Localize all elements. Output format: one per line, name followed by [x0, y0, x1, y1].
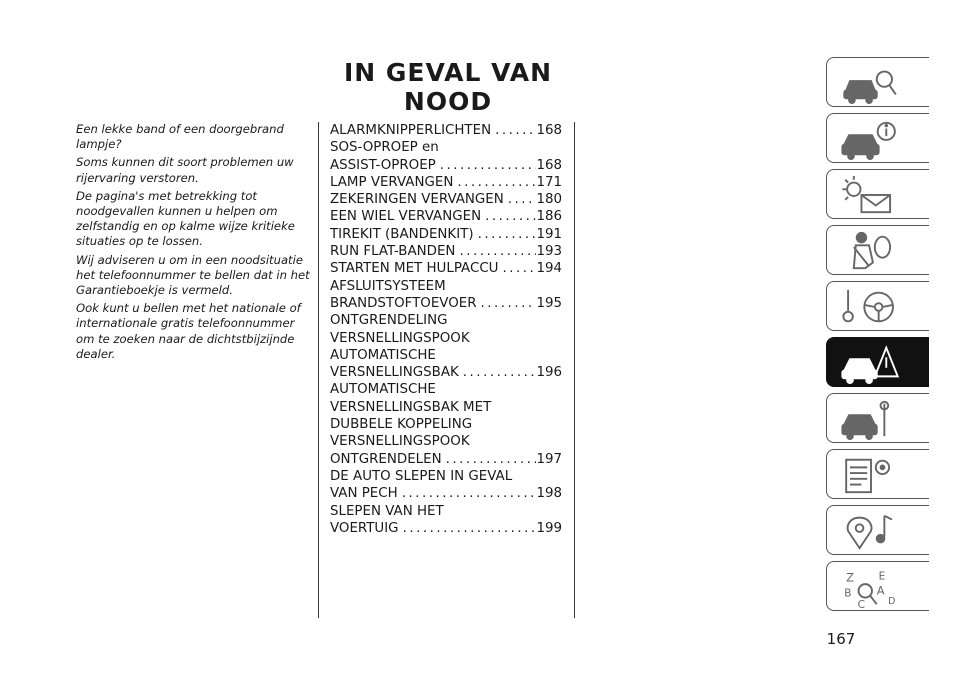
column-divider-right [574, 122, 575, 618]
toc-entry[interactable] [330, 312, 562, 381]
column-divider-left [318, 122, 319, 618]
toc-entry-label: VOERTUIG [330, 520, 399, 536]
car-tools-icon [839, 398, 903, 440]
toc-entry-label: ZEKERINGEN VERVANGEN [330, 192, 504, 208]
toc-leader-dots [455, 243, 536, 260]
toc-entry-page: 199 [536, 520, 562, 536]
toc-entry-line: ONTGRENDELING [330, 313, 448, 329]
intro-paragraph: De pagina's met betrekking tot noodgevallen kunnen u helpen om zelfstandig en op kalme wijze kritieke situaties op te lossen. [76, 188, 295, 249]
toc-entry-row [330, 226, 562, 243]
toc-entry-row [330, 157, 562, 174]
chapter-tab[interactable] [826, 449, 929, 499]
svg-text:E: E [878, 570, 886, 583]
toc-entry-row [330, 260, 562, 277]
location-music-icon [839, 510, 903, 552]
toc-entry-label: LAMP VERVANGEN [330, 174, 454, 190]
toc-leader-dots [436, 157, 537, 174]
toc-entry-row [330, 191, 562, 208]
chapter-tab[interactable] [826, 225, 929, 275]
toc-entry-label: RUN FLAT-BANDEN [330, 244, 456, 260]
toc-entry[interactable] [330, 468, 562, 503]
toc-entry-row [330, 122, 562, 139]
toc-entry-line: DE AUTO SLEPEN IN GEVAL [330, 468, 513, 484]
svg-text:C: C [857, 599, 865, 608]
toc-entry-label: VAN PECH [330, 486, 398, 502]
toc-entry[interactable] [330, 503, 562, 538]
toc-entry-page: 198 [536, 486, 562, 502]
toc-entry-page: 197 [536, 451, 562, 467]
toc-entry-label: VERSNELLINGSBAK [330, 365, 459, 381]
toc-entry[interactable] [330, 260, 562, 277]
toc-leader-dots [398, 485, 537, 502]
steering-wheel-key-icon [839, 286, 903, 328]
toc-entry-page: 180 [536, 192, 562, 208]
toc-leader-dots [477, 295, 537, 312]
chapter-tab[interactable] [826, 561, 929, 611]
toc-entry-line: VERSNELLINGSBAK MET [330, 399, 492, 415]
toc-entry-line: SOS-OPROEP en [330, 140, 439, 156]
toc-leader-dots [399, 520, 537, 537]
airbag-seatbelt-icon [839, 230, 903, 272]
toc-entry-page: 194 [536, 261, 562, 277]
toc-leader-dots [491, 122, 536, 139]
toc-leader-dots [453, 174, 536, 191]
chapter-tab[interactable] [826, 281, 929, 331]
svg-text:Z: Z [846, 570, 855, 585]
chapter-tab[interactable] [826, 169, 929, 219]
toc-entry-page: 168 [536, 123, 562, 138]
toc-entry-page: 168 [536, 157, 562, 173]
chapter-tab[interactable] [826, 113, 929, 163]
toc-leader-dots [442, 451, 537, 468]
toc-entry-row [330, 364, 562, 381]
toc-entry-line: DUBBELE KOPPELING [330, 417, 473, 433]
chapter-tab[interactable] [826, 337, 929, 387]
intro-paragraph: Soms kunnen dit soort problemen uw rijervaring verstoren. [76, 155, 294, 185]
toc-entry-page: 193 [536, 244, 562, 260]
toc-entry-row [330, 243, 562, 260]
toc-leader-dots [481, 208, 536, 225]
toc-entry-line: VERSNELLINGSPOOK [330, 330, 470, 346]
page-number: 167 [826, 630, 856, 648]
intro-paragraph: Ook kunt u bellen met het nationale of internationale gratis telefoonnummer om te zoeken naar de dichtstbijzijnde dealer. [76, 301, 301, 361]
toc-entry-label: BRANDSTOFTOEVOER [330, 295, 477, 311]
intro-text [76, 122, 312, 365]
toc-entry-row [330, 485, 562, 502]
toc-entry-line: AFSLUITSYSTEEM [330, 278, 446, 294]
toc-entry-label: EEN WIEL VERVANGEN [330, 209, 482, 225]
warning-light-envelope-icon [839, 174, 903, 216]
toc-entry-row [330, 451, 562, 468]
toc-entry-page: 171 [536, 174, 562, 190]
toc-entry[interactable] [330, 139, 562, 174]
toc-leader-dots [474, 226, 537, 243]
toc-entry-page: 195 [536, 295, 562, 311]
toc-entry-row [330, 174, 562, 191]
document-gear-icon [839, 454, 903, 496]
toc-entry[interactable] [330, 381, 562, 467]
toc-entry-line: VERSNELLINGSPOOK [330, 434, 470, 450]
chapter-tab[interactable] [826, 57, 929, 107]
toc-entry[interactable] [330, 226, 562, 243]
intro-paragraph: Een lekke band of een doorgebrand lampje? [76, 122, 284, 152]
toc-entry-page: 196 [536, 365, 562, 381]
toc-entry-label: ASSIST-OPROEP [330, 157, 436, 173]
toc-entry-line: AUTOMATISCHE [330, 382, 436, 398]
toc-entry[interactable] [330, 208, 562, 225]
toc-entry-line: AUTOMATISCHE [330, 347, 436, 363]
car-breakdown-warning-icon [839, 342, 903, 384]
toc-entry-line: SLEPEN VAN HET [330, 503, 444, 519]
svg-text:D: D [888, 596, 896, 608]
toc-entry-row [330, 295, 562, 312]
toc-entry[interactable] [330, 278, 562, 313]
chapter-tab[interactable] [826, 505, 929, 555]
toc-leader-dots [459, 364, 537, 381]
car-search-icon [839, 62, 903, 104]
intro-paragraph: Wij adviseren u om in een noodsituatie het telefoonnummer te bellen dat in het Garantieboekje is vermeld. [76, 252, 310, 298]
toc-entry-label: TIREKIT (BANDENKIT) [330, 226, 474, 242]
toc-entry[interactable] [330, 174, 562, 191]
svg-text:A: A [876, 583, 885, 598]
table-of-contents [330, 122, 562, 537]
toc-entry-page: 191 [536, 226, 562, 242]
toc-entry-label: ALARMKNIPPERLICHTEN [330, 123, 492, 138]
car-info-icon [839, 118, 903, 160]
toc-entry[interactable] [330, 122, 562, 139]
toc-entry-row [330, 208, 562, 225]
toc-entry-label: STARTEN MET HULPACCU [330, 261, 499, 277]
toc-leader-dots [498, 260, 536, 277]
toc-entry[interactable] [330, 243, 562, 260]
toc-entry-row [330, 520, 562, 537]
svg-text:B: B [844, 587, 852, 600]
toc-entry-page: 186 [536, 209, 562, 225]
toc-entry[interactable] [330, 191, 562, 208]
toc-entry-label: ONTGRENDELEN [330, 451, 442, 467]
toc-leader-dots [504, 191, 537, 208]
chapter-tab[interactable] [826, 393, 929, 443]
alphabet-index-icon [839, 566, 903, 608]
page-title: IN GEVAL VAN NOOD [343, 58, 553, 116]
